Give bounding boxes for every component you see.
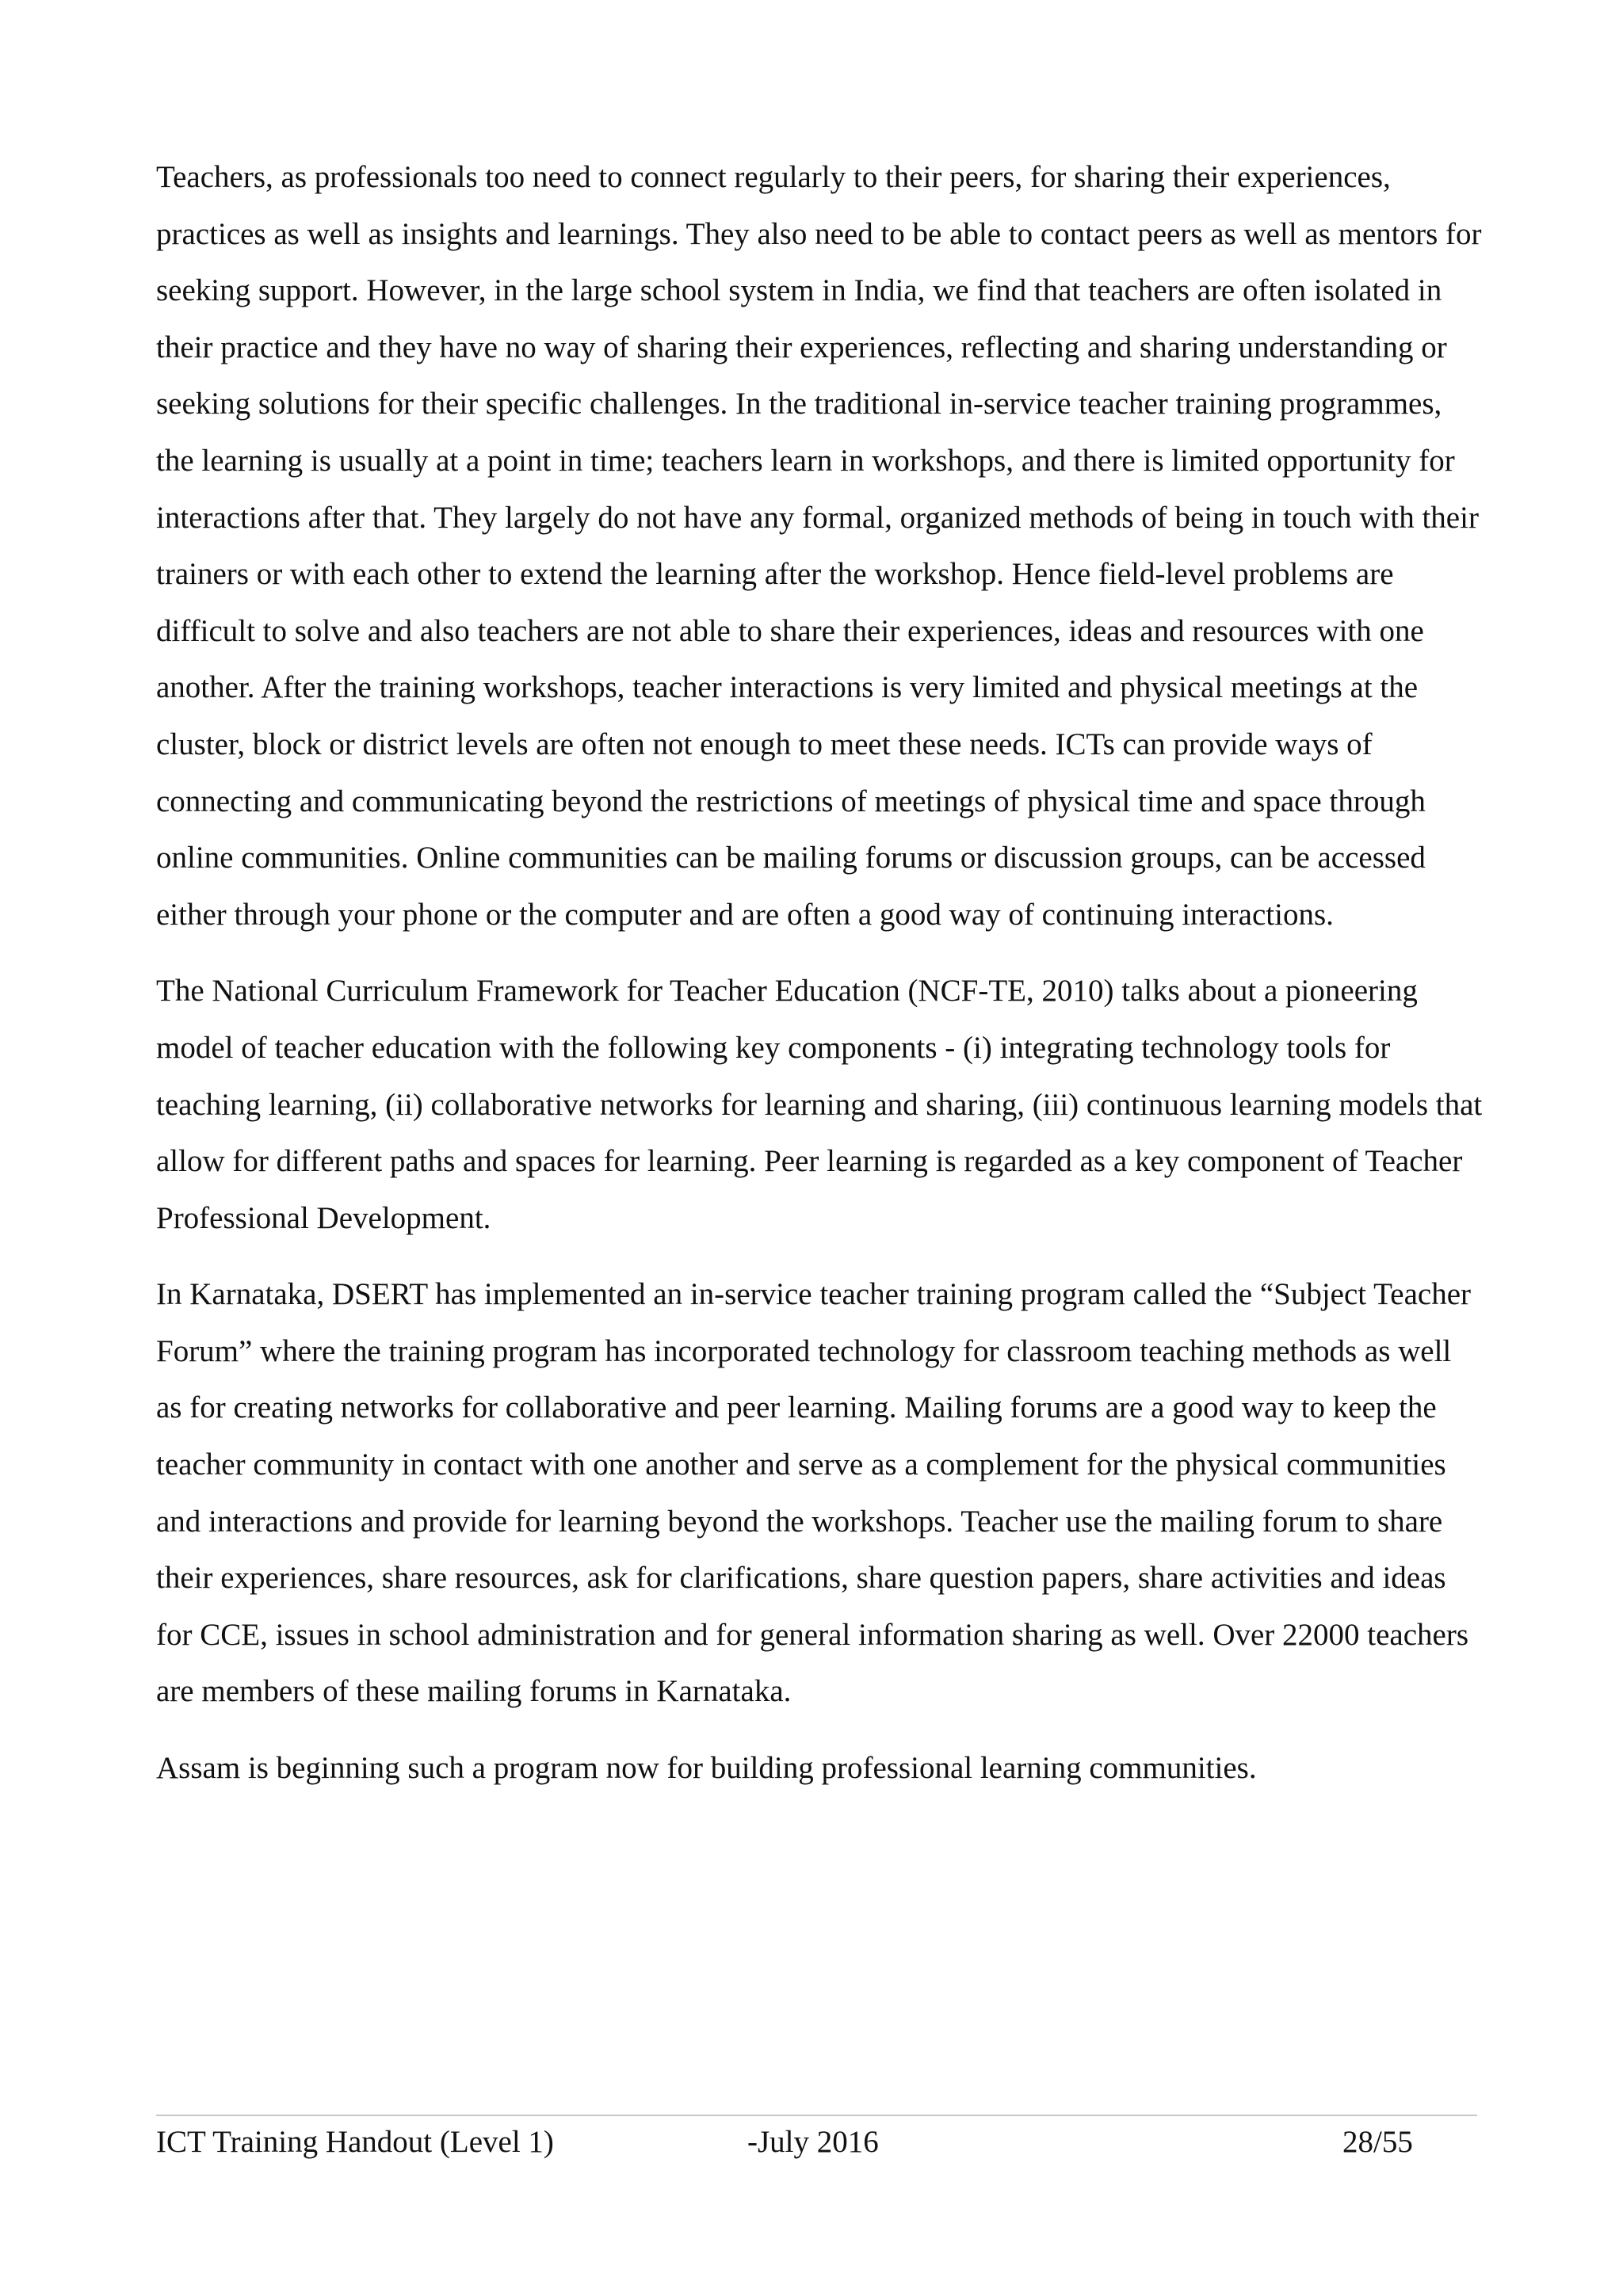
footer-date: -July 2016: [747, 2125, 879, 2159]
paragraph-ncf-te: The National Curriculum Framework for Teacher Education (NCF-TE, 2010) talks about a pioneering model of teacher education with the following key components - (i) integrating technology tools for teaching learning, (ii) collaborative networks for learning and sharing, (iii) continuous learning models that allow for different paths and spaces for learning. Peer learning is regarded as a key component of Teacher Professional Development.: [156, 974, 1483, 1235]
footer-page-number: 28/55: [1342, 2125, 1413, 2159]
paragraph-karnataka-dsert: In Karnataka, DSERT has implemented an in-service teacher training program called the “Subject Teacher Forum” where the training program has incorporated technology for classroom teaching methods as well as for creating networks for collaborative and peer learning. Mailing forums are a good way to keep the teacher community in contact with one another and serve as a complement for the physical communities and interactions and provide for learning beyond the workshops. Teacher use the mailing forum to share their experiences, share resources, ask for clarifications, share question papers, share activities and ideas for CCE, issues in school administration and for general information sharing as well. Over 22000 teachers are members of these mailing forums in Karnataka.: [156, 1277, 1471, 1709]
document-body: [156, 149, 1484, 1817]
paragraph-assam: Assam is beginning such a program now for building professional learning communities.: [156, 1751, 1257, 1786]
page-footer: [156, 2115, 1477, 2164]
footer-document-title: ICT Training Handout (Level 1): [156, 2125, 554, 2159]
paragraph-teacher-connection: Teachers, as professionals too need to connect regularly to their peers, for sharing their experiences, practices as well as insights and learnings. They also need to be able to contact peers as well as mentors for seeking support. However, in the large school system in India, we find that teachers are often isolated in their practice and they have no way of sharing their experiences, reflecting and sharing understanding or seeking solutions for their specific challenges. In the traditional in-service teacher training programmes, the learning is usually at a point in time; teachers learn in workshops, and there is limited opportunity for interactions after that. They largely do not have any formal, organized methods of being in touch with their trainers or with each other to extend the learning after the workshop. Hence field-level problems are difficult to solve and also teachers are not able to share their experiences, ideas and resources with one another. After the training workshops, teacher interactions is very limited and physical meetings at the cluster, block or district levels are often not enough to meet these needs. ICTs can provide ways of connecting and communicating beyond the restrictions of meetings of physical time and space through online communities. Online communities can be mailing forums or discussion groups, can be accessed either through your phone or the computer and are often a good way of continuing interactions.: [156, 160, 1482, 932]
